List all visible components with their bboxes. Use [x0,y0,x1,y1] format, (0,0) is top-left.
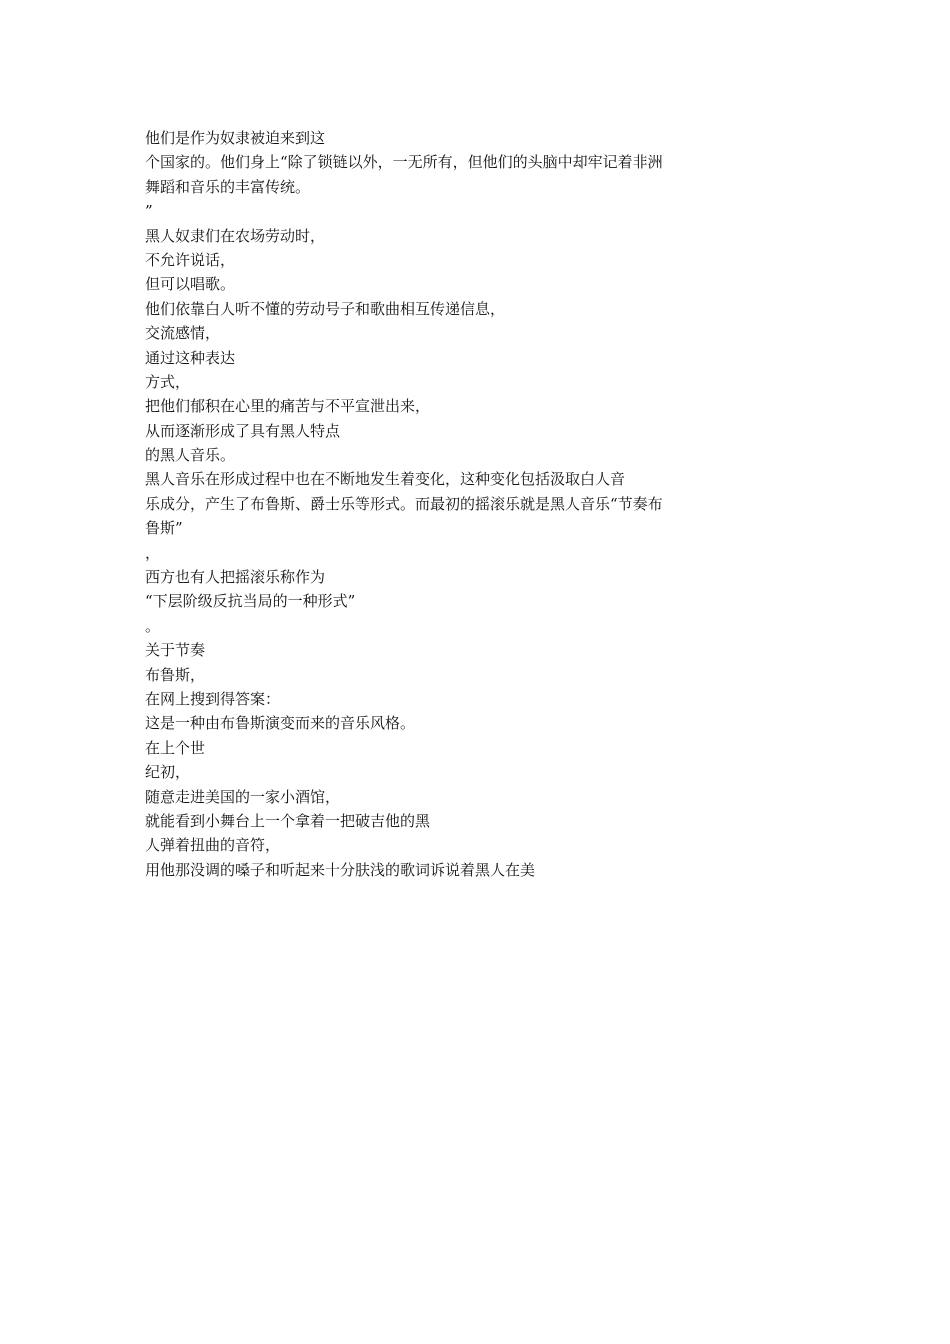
text-line: 人弹着扭曲的音符， [145,836,281,855]
text-line: 个国家的。他们身上“除了锁链以外，一无所有，但他们的头脑中却牢记着非洲 [145,153,663,172]
text-line: 交流感情， [145,324,221,343]
text-line: 随意走进美国的一家小酒馆， [145,787,341,806]
text-line: 通过这种表达 [145,348,236,367]
text-line: 的黑人音乐。 [145,446,236,465]
text-line: 舞蹈和音乐的丰富传统。 [145,177,311,196]
text-line: 把他们郁积在心里的痛苦与不平宣泄出来， [145,397,431,416]
text-line: ， [145,543,161,562]
text-line: 用他那没调的嗓子和听起来十分肤浅的歌词诉说着黑人在美 [145,860,536,879]
text-line: 在网上搜到得答案： [145,689,281,708]
text-line: 但可以唱歌。 [145,275,236,294]
text-line: 方式， [145,372,191,391]
text-line: “下层阶级反抗当局的一种形式” [145,592,356,611]
text-line: 。 [145,616,161,635]
text-line: 西方也有人把摇滚乐称作为 [145,568,326,587]
text-line: 这是一种由布鲁斯演变而来的音乐风格。 [145,714,416,733]
text-line: ” [145,202,153,221]
text-line: 纪初， [145,763,191,782]
document-body [145,126,765,882]
text-line: 在上个世 [145,738,206,757]
text-line: 就能看到小舞台上一个拿着一把破吉他的黑 [145,811,431,830]
text-line: 黑人音乐在形成过程中也在不断地发生着变化，这种变化包括汲取白人音 [145,470,626,489]
text-line: 不允许说话， [145,250,236,269]
text-line: 从而逐渐形成了具有黑人特点 [145,421,341,440]
text-line: 黑人奴隶们在农场劳动时， [145,226,326,245]
text-line: 布鲁斯， [145,665,206,684]
text-line: 他们是作为奴隶被迫来到这 [145,129,326,147]
text-line: 他们依靠白人听不懂的劳动号子和歌曲相互传递信息， [145,299,506,318]
text-line: 乐成分，产生了布鲁斯、爵士乐等形式。而最初的摇滚乐就是黑人音乐“节奏布 [145,494,663,513]
text-line: 鲁斯” [145,519,183,538]
text-line: 关于节奏 [145,641,206,660]
